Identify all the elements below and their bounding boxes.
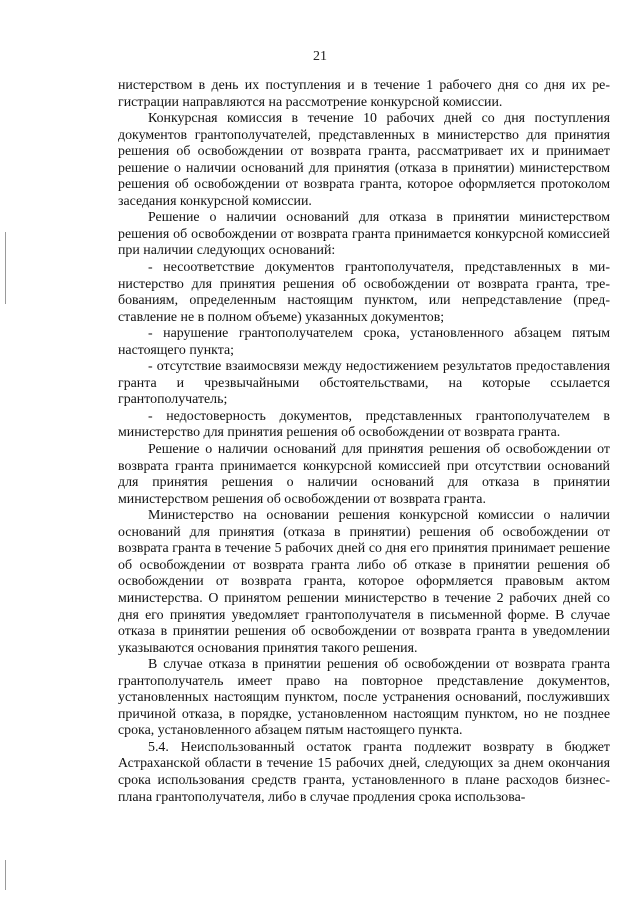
scan-edge-mark bbox=[5, 860, 6, 890]
scan-edge-mark bbox=[5, 232, 6, 304]
list-item: - несоответствие документов грантополучателя, представленных в министерство для принятия решения об освобождении от возврата гранта, требованиям, определенным настоящим пунктом, или непредставление (представление не в полном объеме) указанных документов; bbox=[118, 260, 610, 325]
page-number: 21 bbox=[313, 49, 327, 64]
list-item: - нарушение грантополучателем срока, установленного абзацем пятым настоящего пункта; bbox=[118, 326, 610, 358]
paragraph: нистерством в день их поступления и в течение 1 рабочего дня со дня их регистрации направляются на рассмотрение конкурсной комиссии. bbox=[118, 78, 610, 110]
list-item: - недостоверность документов, представленных грантополучателем в министерство для принятия решения об освобождении от возврата гранта. bbox=[118, 408, 610, 441]
paragraph: Конкурсная комиссия в течение 10 рабочих дней со дня поступления документов грантополучателей, представленных в министерство для принятия решения об освобождении от возврата гранта, рассматривает их и принимает решение о наличии оснований для принятия (отказа в принятии) министерством решения об освобождении от возврата гранта, которое оформляется протоколом заседания конкурсной комиссии. bbox=[118, 111, 610, 209]
paragraph: В случае отказа в принятии решения об освобождении от возврата гранта грантополучатель имеет право на повторное представление документов, установленных настоящим пунктом, после устранения оснований, послуживших причиной отказа, в порядке, установленном настоящим пунктом, но не позднее срока, установленного абзацем пятым настоящего пункта. bbox=[118, 657, 610, 739]
paragraph: Министерство на основании решения конкурсной комиссии о наличии оснований для принятия (отказа в принятии) решения об освобождении от возврата гранта в течение 5 рабочих дней со дня его принятия принимает решение об освобождении от возврата гранта либо об отказе в принятии решения об освобождении от возврата гранта, которое оформляется правовым актом министерства. О принятом решении министерство в течение 2 рабочих дней со дня его принятия уведомляет грантополучателя в письменной форме. В случае отказа в принятии решения об освобождении от возврата гранта в уведомлении указываются основания принятия такого решения. bbox=[118, 508, 610, 656]
paragraph: Решение о наличии оснований для отказа в принятии министерством решения об освобождении от возврата гранта принимается конкурсной комиссией при наличии следующих оснований: bbox=[118, 210, 610, 259]
list-item: - отсутствие взаимосвязи между недостижением результатов предоставления гранта и чрезвычайными обстоятельствами, на которые ссылается грантополучатель; bbox=[118, 359, 610, 408]
paragraph: 5.4. Неиспользованный остаток гранта подлежит возврату в бюджет Астраханской области в течение 15 рабочих дней, следующих за днем окончания срока использования средств гранта, установленного в плане расходов бизнес-плана грантополучателя, либо в случае продления срока использова- bbox=[118, 739, 610, 805]
paragraph: Решение о наличии оснований для принятия решения об освобождении от возврата гранта принимается конкурсной комиссией при отсутствии оснований для принятия решения о наличии оснований для отказа в принятии министерством решения об освобождении от возврата гранта. bbox=[118, 442, 610, 507]
document-body bbox=[118, 78, 610, 806]
